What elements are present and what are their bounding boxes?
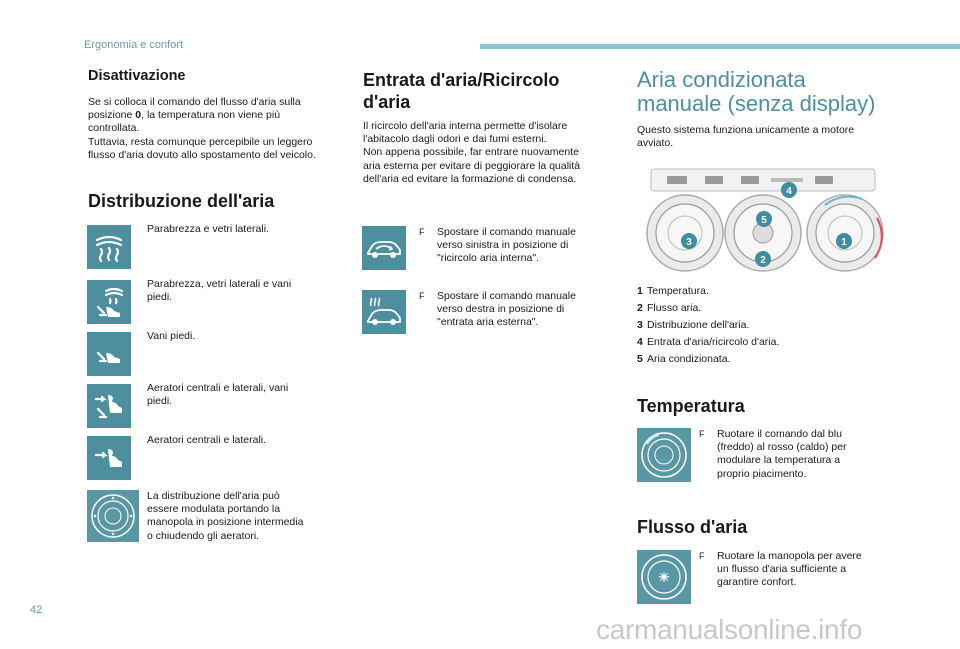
callout-4: 4 xyxy=(786,186,792,197)
callout-1: 1 xyxy=(841,237,847,248)
header-bar xyxy=(480,44,960,49)
watermark: carmanualsonline.info xyxy=(596,614,863,645)
dist-item-windshield-feet: Parabrezza, vetri laterali e vani piedi. xyxy=(147,278,292,304)
feet-vent-icon xyxy=(87,332,131,376)
legend-item: 1 Temperatura. xyxy=(637,285,709,297)
text-line: flusso d'aria dovuto allo spostamento del veicolo. xyxy=(88,148,316,161)
dist-item-windshield: Parabrezza e vetri laterali. xyxy=(147,223,269,235)
legend-item: 4 Entrata d'aria/ricircolo d'aria. xyxy=(637,336,780,348)
legend-item: 3 Distribuzione dell'aria. xyxy=(637,319,750,331)
windshield-feet-icon xyxy=(87,280,131,324)
climate-panel-illustration xyxy=(637,163,891,275)
distribution-knob-icon xyxy=(87,490,139,542)
fresh-air-bullet: F Spostare il comando manuale verso destra in posizione di "entrata aria esterna". xyxy=(419,290,576,329)
temperatura-title: Temperatura xyxy=(637,396,745,416)
windshield-defrost-icon xyxy=(87,225,131,269)
entrata-text: Il ricircolo dell'aria interna permette d'isolare l'abitacolo dagli odori e dai fumi esterni. Non appena possibile, far entrare nuovamente aria esterna per evitare di peggiorare la qualità dell'aria ed evitare la formazione di condensa. xyxy=(363,120,581,185)
section-header: Ergonomia e confort xyxy=(84,39,184,51)
disattivazione-text xyxy=(88,96,353,162)
dist-item-face-feet: Aeratori centrali e laterali, vani piedi. xyxy=(147,382,289,408)
text-line: Se si colloca il comando del flusso d'aria sulla xyxy=(88,96,301,108)
fan-knob-icon xyxy=(637,550,691,604)
temperatura-bullet: F Ruotare il comando dal blu (freddo) al rosso (caldo) per modulare la temperatura a proprio piacimento. xyxy=(699,428,847,480)
callout-2: 2 xyxy=(760,255,766,266)
dist-item-knob: La distribuzione dell'aria può essere modulata portando la manopola in posizione intermedia o chiudendo gli aeratori. xyxy=(147,490,304,542)
aria-text: Questo sistema funziona unicamente a motore avviato. xyxy=(637,124,855,150)
callout-5: 5 xyxy=(761,215,767,226)
distribuzione-title: Distribuzione dell'aria xyxy=(88,191,275,211)
legend-item: 2 Flusso aria. xyxy=(637,302,702,314)
flusso-bullet: F Ruotare la manopola per avere un flusso d'aria sufficiente a garantire confort. xyxy=(699,550,862,589)
callout-3: 3 xyxy=(686,237,692,248)
dist-item-feet: Vani piedi. xyxy=(147,330,196,342)
disattivazione-title: Disattivazione xyxy=(88,68,186,84)
flusso-title: Flusso d'aria xyxy=(637,517,748,537)
text-line: Tuttavia, resta comunque percepibile un leggero xyxy=(88,135,313,148)
text-line: controllata. xyxy=(88,122,140,135)
text-line: posizione 0, la temperatura non viene più xyxy=(88,109,281,122)
page-number: 42 xyxy=(30,604,43,616)
legend-item: 5 Aria condizionata. xyxy=(637,353,731,365)
dist-item-face: Aeratori centrali e laterali. xyxy=(147,434,267,446)
entrata-title: Entrata d'aria/Ricircolo d'aria xyxy=(363,70,560,112)
temperature-knob-icon xyxy=(637,428,691,482)
recirculation-icon xyxy=(362,226,406,270)
recirc-bullet: F Spostare il comando manuale verso sinistra in posizione di "ricircolo aria interna". xyxy=(419,226,576,265)
fresh-air-icon xyxy=(362,290,406,334)
face-feet-vent-icon xyxy=(87,384,131,428)
aria-condizionata-title: Aria condizionata manuale (senza display) xyxy=(637,67,876,116)
face-vent-icon xyxy=(87,436,131,480)
